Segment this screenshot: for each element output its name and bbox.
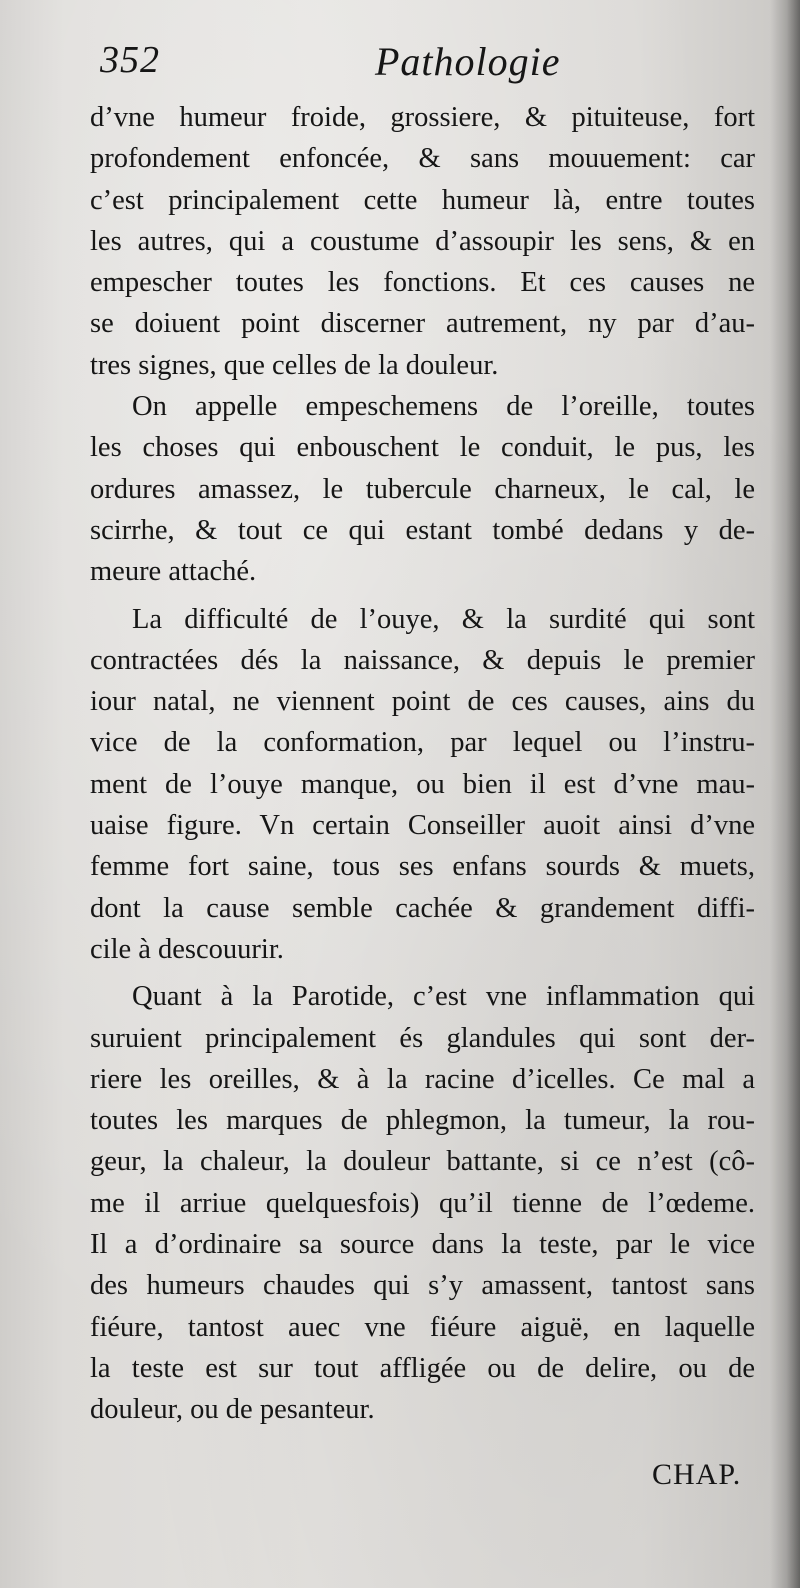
text-line: toutes les marques de phlegmon, la tumeur, la rou- bbox=[90, 1105, 755, 1137]
text-line: iour natal, ne viennent point de ces causes, ains du bbox=[90, 686, 755, 718]
running-title: Pathologie bbox=[375, 39, 561, 84]
text-line: femme fort saine, tous ses enfans sourds & muets, bbox=[90, 851, 755, 883]
binding-shadow bbox=[770, 0, 800, 1588]
text-line: Quant à la Parotide, c’est vne inflammation qui bbox=[132, 981, 755, 1013]
text-line: uaise figure. Vn certain Conseiller auoit ainsi d’vne bbox=[90, 810, 755, 842]
text-line: geur, la chaleur, la douleur battante, si ce n’est (cô- bbox=[90, 1146, 755, 1178]
text-line: vice de la conformation, par lequel ou l’instru- bbox=[90, 727, 755, 759]
text-line: se doiuent point discerner autrement, ny par d’au- bbox=[90, 308, 755, 340]
text-line: meure attaché. bbox=[90, 556, 257, 588]
text-line: les autres, qui a coustume d’assoupir les sens, & en bbox=[90, 225, 755, 257]
page-number: 352 bbox=[100, 39, 160, 81]
text-line: la teste est sur tout affligée ou de delire, ou de bbox=[90, 1352, 755, 1384]
text-line: des humeurs chaudes qui s’y amassent, tantost sans bbox=[90, 1270, 755, 1302]
text-line: profondement enfoncée, & sans mouuement: car bbox=[90, 143, 755, 175]
paragraph bbox=[90, 97, 755, 386]
paragraph bbox=[90, 386, 755, 592]
text-line: La difficulté de l’ouye, & la surdité qui sont bbox=[132, 603, 755, 635]
text-line: suruient principalement és glandules qui sont der- bbox=[90, 1022, 755, 1054]
text-line: Il a d’ordinaire sa source dans la teste, par le vice bbox=[90, 1229, 755, 1261]
text-line: fiéure, tantost auec vne fiéure aiguë, en laquelle bbox=[90, 1311, 755, 1343]
text-line: contractées dés la naissance, & depuis le premier bbox=[90, 644, 755, 676]
text-line: riere les oreilles, & à la racine d’icelles. Ce mal a bbox=[90, 1063, 755, 1095]
paragraph bbox=[90, 976, 755, 1430]
text-line: On appelle empeschemens de l’oreille, toutes bbox=[132, 391, 755, 423]
body-text bbox=[90, 97, 755, 1431]
text-line: ordures amassez, le tubercule charneux, le cal, le bbox=[90, 473, 755, 505]
text-line: douleur, ou de pesanteur. bbox=[90, 1394, 375, 1426]
text-line: d’vne humeur froide, grossiere, & pituiteuse, fort bbox=[90, 102, 755, 133]
text-line: ment de l’ouye manque, ou bien il est d’vne mau- bbox=[90, 768, 755, 800]
paragraph bbox=[90, 599, 755, 971]
text-line: empescher toutes les fonctions. Et ces causes ne bbox=[90, 267, 755, 299]
text-line: cile à descouurir. bbox=[90, 933, 284, 965]
text-line: c’est principalement cette humeur là, entre toutes bbox=[90, 184, 755, 216]
text-line: les choses qui enbouschent le conduit, le pus, les bbox=[90, 432, 755, 464]
text-line: me il arriue quelquesfois) qu’il tienne de l’œdeme. bbox=[90, 1187, 755, 1219]
text-line: tres signes, que celles de la douleur. bbox=[90, 349, 499, 381]
text-line: dont la cause semble cachée & grandement diffi- bbox=[90, 892, 755, 924]
catchword: CHAP. bbox=[652, 1458, 742, 1491]
text-line: scirrhe, & tout ce qui estant tombé dedans y de- bbox=[90, 514, 755, 546]
